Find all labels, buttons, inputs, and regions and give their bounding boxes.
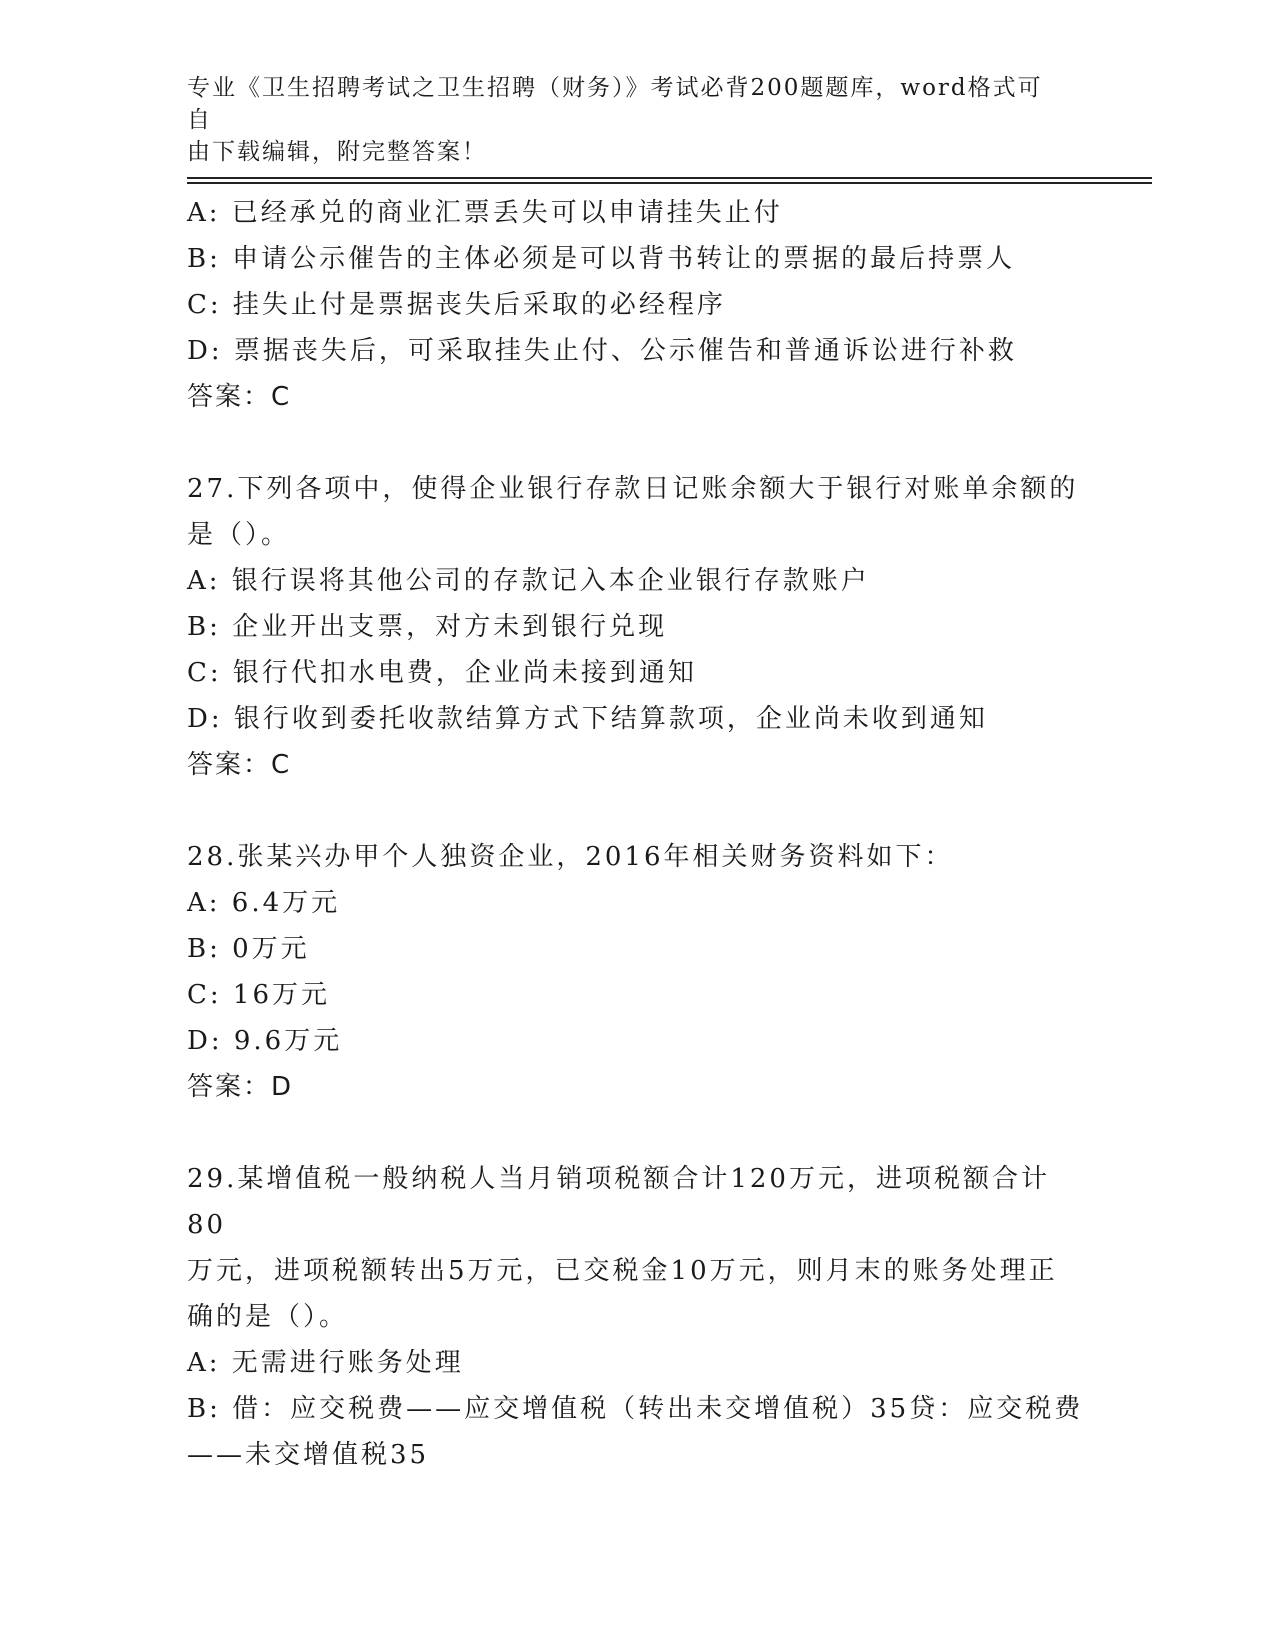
answer: 答案：C [187,382,292,412]
answer: 答案：D [187,1072,294,1102]
header-line-1: 专业《卫生招聘考试之卫生招聘（财务）》考试必背200题题库，word格式可自 [187,75,1043,133]
option-b: B: 申请公示催告的主体必须是可以背书转让的票据的最后持票人 [187,244,1016,274]
header-divider-top [187,177,1152,179]
option-b-line-2: ——未交增值税35 [187,1440,430,1470]
option-b-line-1: B: 借：应交税费——应交增值税（转出未交增值税）35贷：应交税费 [187,1394,1084,1424]
option-c: C: 银行代扣水电费，企业尚未接到通知 [187,658,697,688]
question-26 [187,190,1087,420]
option-a: A: 已经承兑的商业汇票丢失可以申请挂失止付 [187,198,783,228]
question-text-line-1: 27.下列各项中，使得企业银行存款日记账余额大于银行对账单余额的 [187,474,1079,504]
header-line-2: 由下载编辑，附完整答案！ [187,139,487,165]
option-a: A: 无需进行账务处理 [187,1348,464,1378]
question-27 [187,466,1087,788]
question-text-line-2: 是（）。 [187,520,291,550]
question-text-line-2: 万元，进项税额转出5万元，已交税金10万元，则月末的账务处理正 [187,1256,1058,1286]
question-text-line-1: 28.张某兴办甲个人独资企业，2016年相关财务资料如下： [187,842,954,872]
option-a: A: 银行误将其他公司的存款记入本企业银行存款账户 [187,566,870,596]
option-d: D: 银行收到委托收款结算方式下结算款项，企业尚未收到通知 [187,704,988,734]
option-b: B: 0万元 [187,934,310,964]
question-text-line-3: 确的是（）。 [187,1302,349,1332]
spacer [187,1110,1087,1156]
question-29 [187,1156,1087,1478]
option-c: C: 16万元 [187,980,331,1010]
option-c: C: 挂失止付是票据丧失后采取的必经程序 [187,290,726,320]
option-d: D: 票据丧失后，可采取挂失止付、公示催告和普通诉讼进行补救 [187,336,1017,366]
option-b: B: 企业开出支票，对方未到银行兑现 [187,612,668,642]
header-divider-bottom [187,182,1152,184]
spacer [187,788,1087,834]
option-d: D: 9.6万元 [187,1026,343,1056]
question-list [187,190,1087,1478]
spacer [187,420,1087,466]
answer: 答案：C [187,750,292,780]
question-28 [187,834,1087,1110]
option-a: A: 6.4万元 [187,888,341,918]
document-header [187,72,1067,168]
question-text-line-1: 29.某增值税一般纳税人当月销项税额合计120万元，进项税额合计80 [187,1164,1050,1240]
